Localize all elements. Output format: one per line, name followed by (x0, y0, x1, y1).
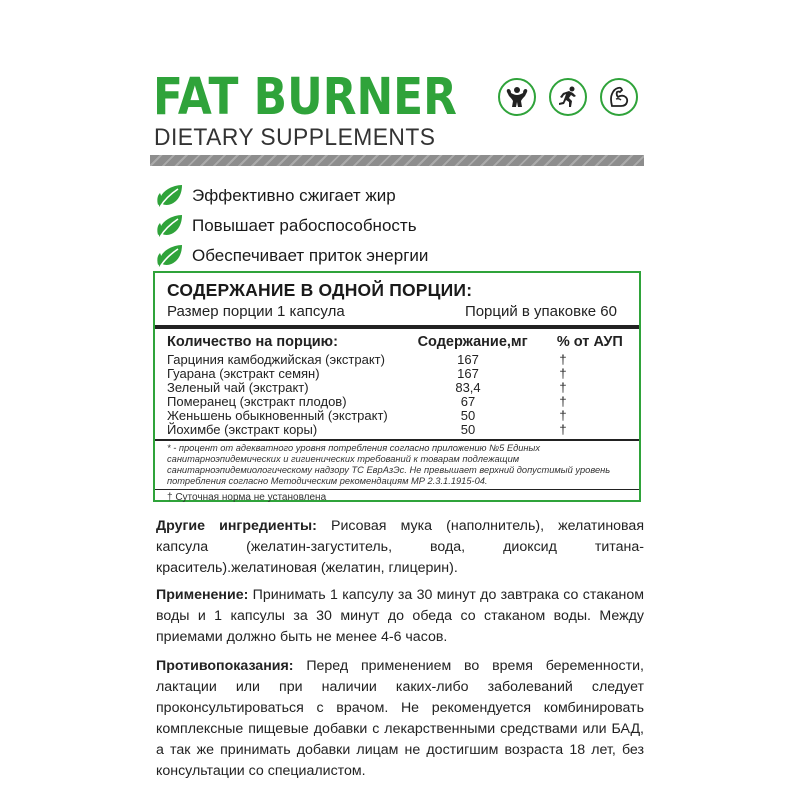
benefit-text: Эффективно сжигает жир (192, 186, 396, 205)
table-row (167, 353, 629, 367)
benefit-item (156, 211, 428, 241)
usage-label: Применение: (156, 587, 249, 603)
benefit-item (156, 181, 428, 211)
contraindications (156, 656, 644, 782)
ingredient-value: 50 (460, 408, 476, 423)
ingredient-value: 67 (460, 394, 476, 409)
ingredient-percent: † (559, 394, 567, 409)
benefits-list (156, 181, 428, 271)
product-subtitle: DIETARY SUPPLEMENTS (154, 124, 436, 151)
table-row (167, 395, 629, 409)
contraindications-label: Противопоказания: (156, 658, 294, 674)
bodybuilder-icon (498, 78, 536, 116)
ingredient-percent: † (559, 352, 567, 367)
ingredient-percent: † (559, 366, 567, 381)
col-value-header: Содержание,мг (417, 334, 528, 350)
benefit-item (156, 241, 428, 271)
benefit-text: Обеспечивает приток энергии (192, 246, 429, 265)
ingredient-value: 83,4 (455, 380, 481, 395)
ingredient-value: 167 (457, 352, 479, 367)
activity-icons (498, 78, 638, 116)
leaf-icon (156, 183, 184, 209)
table-row (167, 381, 629, 395)
other-ingredients-label: Другие ингредиенты: (156, 518, 317, 534)
ingredient-name: Гуарана (экстракт семян) (167, 366, 320, 381)
usage-text: Принимать 1 капсулу за 30 минут до завтрака со стаканом воды и 1 капсулы за 30 минут до обеда со стаканом воды. Между приемами должно быть не менее 4-6 часов. (156, 587, 644, 645)
serving-size: Размер порции 1 капсула (167, 303, 345, 320)
col-percent-header: % от АУП (556, 334, 623, 350)
table-row (167, 423, 629, 437)
leaf-icon (156, 213, 184, 239)
other-ingredients-text: Рисовая мука (наполнитель), желатиновая капсула (желатин-загуститель, вода, диоксид титана-краситель).желатиновая (желатин, глицерин). (156, 518, 644, 576)
table-row (167, 367, 629, 381)
ingredient-value: 167 (457, 366, 479, 381)
ingredient-name: Женьшень обыкновенный (экстракт) (167, 408, 388, 423)
decorative-stripe-bar (150, 155, 644, 166)
serving-info (167, 302, 629, 322)
divider (155, 489, 639, 491)
ingredient-name: Йохимбе (экстракт коры) (167, 422, 318, 437)
product-title: FAT BURNER (153, 68, 457, 127)
ingredient-name: Гарциния камбоджийская (экстракт) (167, 352, 385, 367)
ingredient-percent: † (559, 380, 567, 395)
footnote: * - процент от адекватного уровня потребления согласно приложению №5 Единых санитарноэпидемических и гигиенических требований к товарам подлежащим санитарноэпидемиологическому надзору ТС ЕврАзЭс. Не превышает верхний допустимый уровень потребления согласно Методическим рекомендациям МР 2.3.1.1915-04. (167, 442, 611, 486)
ingredient-value: 50 (460, 422, 476, 437)
divider (155, 439, 639, 441)
contraindications-text: Перед применением во время беременности, лактации или при наличии каких-либо заболеваний следует проконсультироваться с врачом. Не рекомендуется комбинировать комплексные пищевые добавки с лекарственными средствами или БАД, а так же принимать добавки лицам не достигшим возраста 18 лет, без консультации со специалистом. (156, 658, 644, 779)
divider (155, 325, 639, 329)
benefit-text: Повышает рабоспособность (192, 216, 417, 235)
servings-per-pack: Порций в упаковке 60 (464, 303, 617, 320)
muscle-arm-icon (600, 78, 638, 116)
table-header (167, 333, 629, 352)
other-ingredients (156, 516, 644, 579)
table-row (167, 409, 629, 423)
ingredient-percent: † (559, 422, 567, 437)
leaf-icon (156, 243, 184, 269)
supplement-facts-panel (153, 271, 641, 502)
col-name-header: Количество на порцию: (167, 334, 338, 350)
ingredient-name: Зеленый чай (экстракт) (167, 380, 309, 395)
panel-title: СОДЕРЖАНИЕ В ОДНОЙ ПОРЦИИ: (167, 280, 473, 300)
ingredient-percent: † (559, 408, 567, 423)
usage-instructions (156, 585, 644, 648)
dagger-note: † Суточная норма не установлена (167, 492, 327, 503)
ingredient-name: Померанец (экстракт плодов) (167, 394, 347, 409)
runner-icon (549, 78, 587, 116)
